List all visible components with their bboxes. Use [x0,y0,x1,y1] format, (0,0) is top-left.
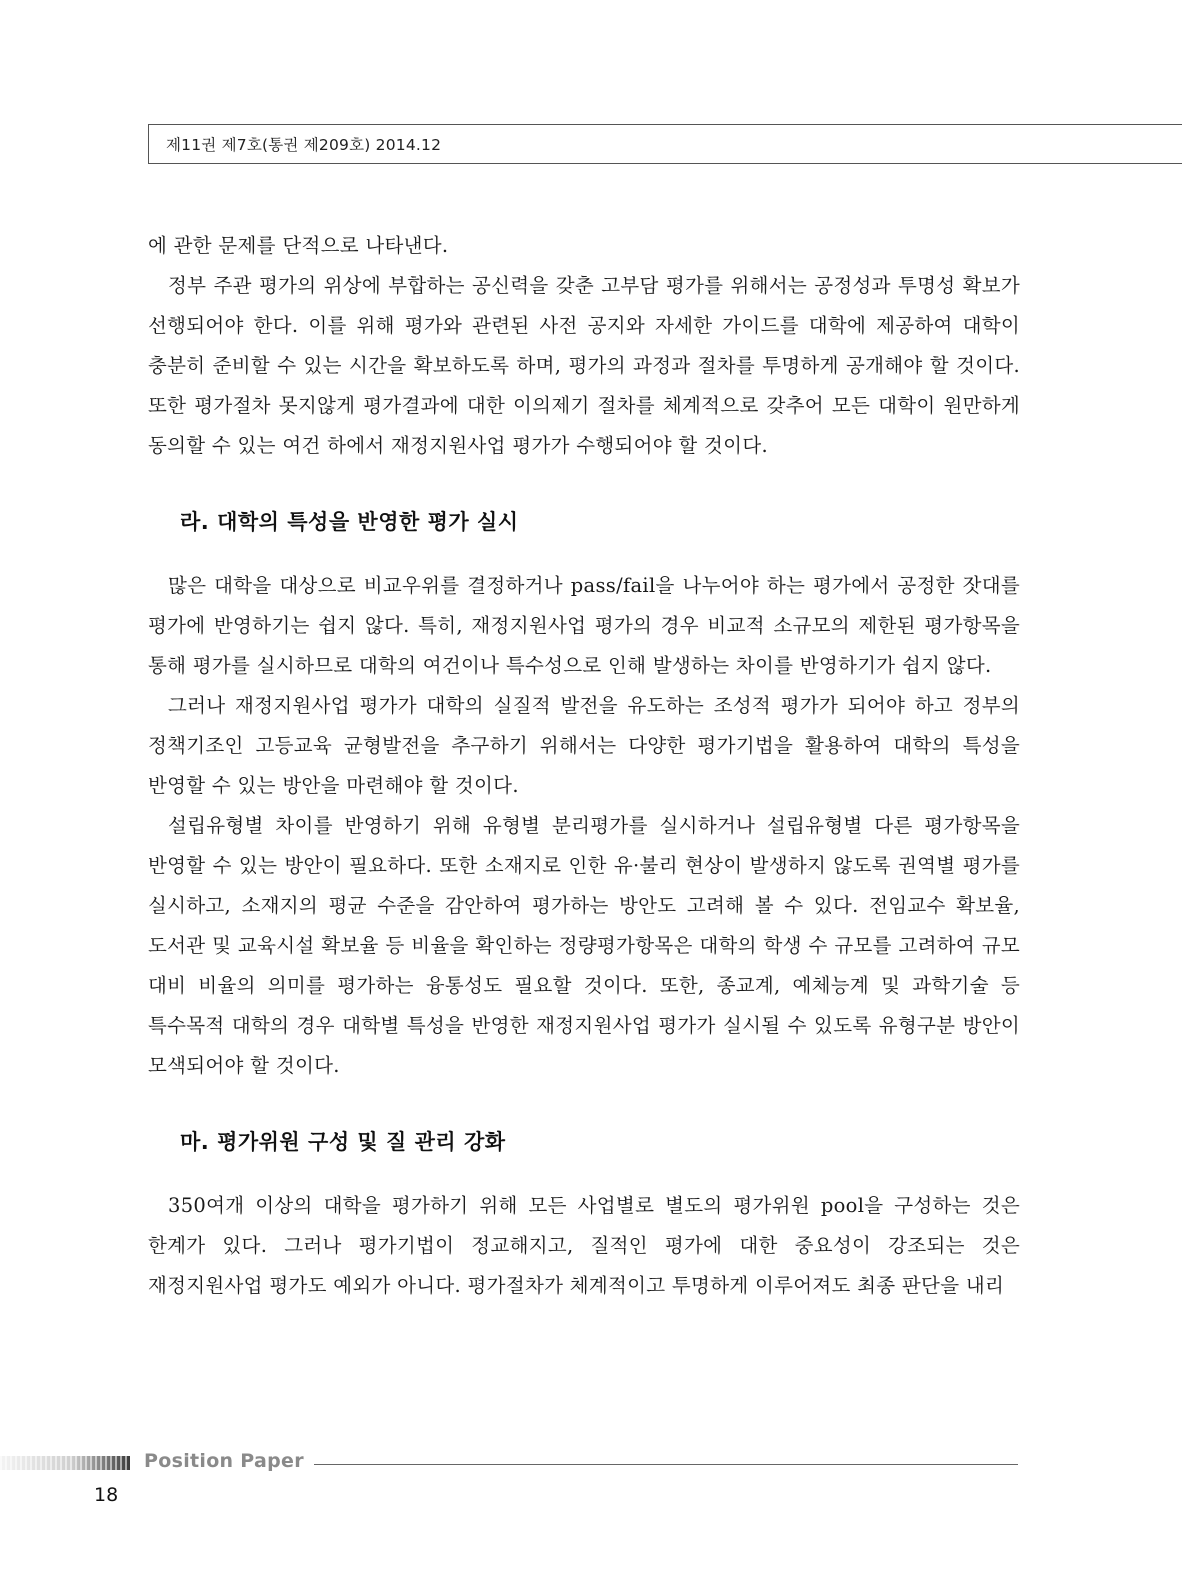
paragraph-university-characteristics: 많은 대학을 대상으로 비교우위를 결정하거나 pass/fail을 나누어야 하는 평가에서 공정한 잣대를 평가에 반영하기는 쉽지 않다. 특히, 재정지원사업 평가의 경우 비교적 소규모의 제한된 평가항목을 통해 평가를 실시하므로 대학의 여건이나 특수성으로 인해 발생하는 차이를 반영하기가 쉽지 않다. [148,574,1020,677]
footer-series-label: Position Paper [144,1450,304,1472]
footer-bar-pattern [0,1456,130,1470]
page-number: 18 [94,1484,119,1506]
paragraph-fairness-transparency: 정부 주관 평가의 위상에 부합하는 공신력을 갖춘 고부담 평가를 위해서는 공정성과 투명성 확보가 선행되어야 한다. 이를 위해 평가와 관련된 사전 공지와 자세한 가이드를 대학에 제공하여 대학이 충분히 준비할 수 있는 시간을 확보하도록 하며, 평가의 과정과 절차를 투명하게 공개해야 할 것이다. 또한 평가절차 못지않게 평가결과에 대한 이의제기 절차를 체계적으로 갖추어 모든 대학이 원만하게 동의할 수 있는 여건 하에서 재정지원사업 평가가 수행되어야 할 것이다. [148,274,1020,457]
footer-rule [314,1464,1018,1465]
section-heading-ma: 마. 평가위원 구성 및 질 관리 강화 [180,1130,506,1154]
paragraph-type-based-evaluation: 설립유형별 차이를 반영하기 위해 유형별 분리평가를 실시하거나 설립유형별 다른 평가항목을 반영할 수 있는 방안이 필요하다. 또한 소재지로 인한 유·불리 현상이 발생하지 않도록 권역별 평가를 실시하고, 소재지의 평균 수준을 감안하여 평가하는 방안도 고려해 볼 수 있다. 전임교수 확보율, 도서관 및 교육시설 확보율 등 비율을 확인하는 정량평가항목은 대학의 학생 수 규모를 고려하여 규모 대비 비율의 의미를 평가하는 융통성도 필요할 것이다. 또한, 종교계, 예체능계 및 과학기술 등 특수목적 대학의 경우 대학별 특성을 반영한 재정지원사업 평가가 실시될 수 있도록 유형구분 방안이 모색되어야 할 것이다. [148,814,1020,1077]
journal-issue-header: 제11권 제7호(통권 제209호) 2014.12 [166,136,442,154]
paragraph-evaluator-pool: 350여개 이상의 대학을 평가하기 위해 모든 사업별로 별도의 평가위원 pool을 구성하는 것은 한계가 있다. 그러나 평가기법이 정교해지고, 질적인 평가에 대한 중요성이 강조되는 것은 재정지원사업 평가도 예외가 아니다. 평가절차가 체계적이고 투명하게 이루어져도 최종 판단을 내리 [148,1194,1020,1297]
section-heading-ra: 라. 대학의 특성을 반영한 평가 실시 [180,510,519,534]
paragraph-continuation: 에 관한 문제를 단적으로 나타낸다. [148,234,449,257]
paragraph-balanced-development: 그러나 재정지원사업 평가가 대학의 실질적 발전을 유도하는 조성적 평가가 되어야 하고 정부의 정책기조인 고등교육 균형발전을 추구하기 위해서는 다양한 평가기법을 활용하여 대학의 특성을 반영할 수 있는 방안을 마련해야 할 것이다. [148,694,1020,797]
article-body [148,226,1020,1306]
